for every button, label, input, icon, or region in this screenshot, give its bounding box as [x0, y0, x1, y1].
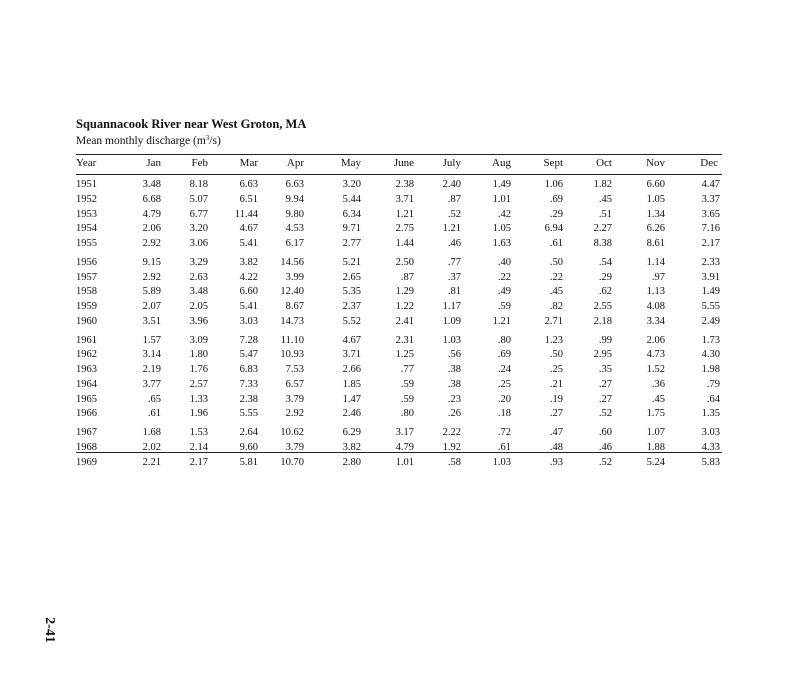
cell-dec: 7.16 — [701, 223, 720, 235]
column-header-feb: Feb — [191, 157, 208, 169]
cell-oct: .62 — [598, 286, 612, 298]
table-row — [0, 257, 800, 272]
cell-jan: 2.19 — [142, 364, 161, 375]
cell-dec: 4.33 — [701, 441, 720, 453]
cell-jan: 3.14 — [142, 349, 161, 361]
cell-feb: 1.80 — [189, 349, 208, 361]
cell-may: 1.85 — [342, 378, 361, 390]
cell-apr: 14.56 — [280, 256, 304, 268]
column-header-mar: Mar — [239, 157, 258, 169]
table-row — [0, 379, 800, 394]
cell-nov: 2.06 — [646, 334, 665, 346]
cell-july: 1.09 — [442, 315, 461, 327]
table-row — [0, 408, 800, 423]
cell-mar: 5.47 — [239, 349, 258, 361]
cell-aug: .59 — [497, 301, 511, 312]
cell-oct: 2.95 — [593, 349, 612, 361]
cell-apr: 7.53 — [285, 364, 304, 375]
cell-feb: 3.48 — [189, 286, 208, 298]
table-row — [0, 301, 800, 316]
cell-year: 1969 — [76, 456, 97, 468]
cell-apr: 12.40 — [280, 286, 304, 298]
cell-july: 1.92 — [442, 441, 461, 453]
table-row — [0, 394, 800, 409]
cell-mar: 4.67 — [239, 223, 258, 235]
table-row — [0, 427, 800, 442]
cell-july: 2.22 — [442, 427, 461, 438]
cell-june: 2.50 — [395, 256, 414, 268]
cell-apr: 11.10 — [280, 334, 304, 346]
cell-apr: 2.92 — [285, 408, 304, 420]
cell-may: 2.80 — [342, 456, 361, 468]
cell-july: 1.03 — [442, 334, 461, 346]
cell-dec: 1.35 — [701, 408, 720, 420]
cell-apr: 3.79 — [285, 441, 304, 453]
cell-mar: 2.38 — [239, 393, 258, 405]
cell-aug: .49 — [497, 286, 511, 298]
cell-june: .59 — [400, 393, 414, 405]
cell-year: 1951 — [76, 179, 97, 190]
cell-july: .38 — [447, 378, 461, 390]
cell-dec: 1.49 — [701, 286, 720, 298]
cell-oct: .52 — [598, 456, 612, 468]
cell-aug: .22 — [497, 271, 511, 283]
cell-sept: .25 — [549, 364, 563, 375]
table-row — [0, 364, 800, 379]
cell-may: 4.67 — [342, 334, 361, 346]
cell-feb: 8.18 — [189, 179, 208, 190]
cell-july: .81 — [447, 286, 461, 298]
cell-oct: .29 — [598, 271, 612, 283]
cell-may: 6.29 — [342, 427, 361, 438]
cell-aug: .24 — [497, 364, 511, 375]
cell-year: 1954 — [76, 223, 97, 235]
cell-may: 9.71 — [342, 223, 361, 235]
cell-mar: 6.60 — [239, 286, 258, 298]
cell-nov: .36 — [651, 378, 665, 390]
cell-nov: 1.05 — [646, 193, 665, 205]
cell-may: 2.66 — [342, 364, 361, 375]
cell-mar: 3.82 — [239, 256, 258, 268]
cell-year: 1956 — [76, 256, 97, 268]
cell-june: .87 — [400, 271, 414, 283]
cell-dec: 2.33 — [701, 256, 720, 268]
cell-feb: 5.07 — [189, 193, 208, 205]
cell-july: .56 — [447, 349, 461, 361]
cell-july: 2.40 — [442, 179, 461, 190]
cell-nov: 3.34 — [646, 315, 665, 327]
cell-oct: 1.82 — [593, 179, 612, 190]
cell-may: 2.46 — [342, 408, 361, 420]
cell-dec: 3.37 — [701, 193, 720, 205]
cell-may: 5.21 — [342, 256, 361, 268]
cell-mar: 5.41 — [239, 301, 258, 312]
cell-apr: 3.99 — [285, 271, 304, 283]
cell-sept: 1.23 — [544, 334, 563, 346]
cell-may: 2.37 — [342, 301, 361, 312]
cell-may: 3.20 — [342, 179, 361, 190]
cell-feb: 1.96 — [189, 408, 208, 420]
cell-jan: 3.77 — [142, 378, 161, 390]
cell-year: 1964 — [76, 378, 97, 390]
cell-feb: 1.76 — [189, 364, 208, 375]
cell-mar: 9.60 — [239, 441, 258, 453]
cell-oct: .27 — [598, 393, 612, 405]
cell-nov: 1.75 — [646, 408, 665, 420]
cell-nov: .45 — [651, 393, 665, 405]
cell-sept: .22 — [549, 271, 563, 283]
cell-mar: 2.64 — [239, 427, 258, 438]
cell-nov: 1.52 — [646, 364, 665, 375]
cell-june: 2.75 — [395, 223, 414, 235]
cell-nov: 1.14 — [646, 256, 665, 268]
column-header-aug: Aug — [492, 157, 511, 169]
cell-mar: 7.28 — [239, 334, 258, 346]
cell-dec: 2.49 — [701, 315, 720, 327]
cell-june: 1.01 — [395, 456, 414, 468]
cell-nov: 8.61 — [646, 238, 665, 249]
cell-aug: .18 — [497, 408, 511, 420]
cell-year: 1966 — [76, 408, 97, 420]
cell-june: 2.41 — [395, 315, 414, 327]
cell-year: 1962 — [76, 349, 97, 361]
cell-mar: 5.55 — [239, 408, 258, 420]
cell-july: .77 — [447, 256, 461, 268]
cell-aug: 1.63 — [492, 238, 511, 249]
table-subtitle — [76, 135, 221, 147]
cell-june: .80 — [400, 408, 414, 420]
cell-oct: .35 — [598, 364, 612, 375]
cell-apr: 10.62 — [280, 427, 304, 438]
table-row — [0, 442, 800, 457]
cell-mar: 6.63 — [239, 179, 258, 190]
cell-mar: 3.03 — [239, 315, 258, 327]
cell-jan: 2.06 — [142, 223, 161, 235]
cell-apr: 4.53 — [285, 223, 304, 235]
cell-nov: .97 — [651, 271, 665, 283]
cell-jan: .65 — [147, 393, 161, 405]
cell-sept: 2.71 — [544, 315, 563, 327]
cell-feb: 2.05 — [189, 301, 208, 312]
cell-year: 1955 — [76, 238, 97, 249]
cell-year: 1968 — [76, 441, 97, 453]
cell-mar: 7.33 — [239, 378, 258, 390]
cell-aug: .72 — [497, 427, 511, 438]
cell-sept: .50 — [549, 349, 563, 361]
cell-apr: 6.63 — [285, 179, 304, 190]
cell-feb: 1.33 — [189, 393, 208, 405]
cell-july: 1.17 — [442, 301, 461, 312]
cell-sept: .21 — [549, 378, 563, 390]
cell-jan: 2.02 — [142, 441, 161, 453]
cell-nov: 4.73 — [646, 349, 665, 361]
column-header-year: Year — [76, 157, 97, 169]
table-row — [0, 179, 800, 194]
table-body — [0, 179, 800, 471]
cell-jan: 2.21 — [142, 456, 161, 468]
column-header-oct: Oct — [596, 157, 612, 169]
table-row — [0, 272, 800, 287]
cell-dec: 3.65 — [701, 208, 720, 220]
cell-apr: 8.67 — [285, 301, 304, 312]
cell-apr: 10.93 — [280, 349, 304, 361]
table-row — [0, 238, 800, 253]
column-header-dec: Dec — [700, 157, 718, 169]
cell-oct: .54 — [598, 256, 612, 268]
cell-june: 1.29 — [395, 286, 414, 298]
cell-nov: 1.13 — [646, 286, 665, 298]
cell-june: 1.25 — [395, 349, 414, 361]
cell-july: .46 — [447, 238, 461, 249]
cell-mar: 6.51 — [239, 193, 258, 205]
cell-dec: .79 — [706, 378, 720, 390]
cell-year: 1957 — [76, 271, 97, 283]
table-row — [0, 457, 800, 472]
cell-aug: .61 — [497, 441, 511, 453]
cell-year: 1965 — [76, 393, 97, 405]
cell-july: .37 — [447, 271, 461, 283]
cell-feb: 6.77 — [189, 208, 208, 220]
cell-jan: 2.07 — [142, 301, 161, 312]
cell-feb: 3.09 — [189, 334, 208, 346]
cell-dec: 4.30 — [701, 349, 720, 361]
cell-feb: 2.14 — [189, 441, 208, 453]
cell-sept: .61 — [549, 238, 563, 249]
cell-feb: 2.57 — [189, 378, 208, 390]
cell-nov: 1.88 — [646, 441, 665, 453]
table-row — [0, 194, 800, 209]
cell-year: 1960 — [76, 315, 97, 327]
cell-dec: 5.55 — [701, 301, 720, 312]
cell-may: 3.71 — [342, 349, 361, 361]
cell-sept: .19 — [549, 393, 563, 405]
cell-aug: 1.21 — [492, 315, 511, 327]
cell-may: 5.44 — [342, 193, 361, 205]
cell-june: 2.38 — [395, 179, 414, 190]
cell-dec: 4.47 — [701, 179, 720, 190]
table-row — [0, 349, 800, 364]
cell-dec: 5.83 — [701, 456, 720, 468]
cell-oct: .45 — [598, 193, 612, 205]
column-header-nov: Nov — [646, 157, 665, 169]
cell-july: .58 — [447, 456, 461, 468]
column-header-apr: Apr — [286, 157, 304, 169]
cell-feb: 2.63 — [189, 271, 208, 283]
cell-aug: .40 — [497, 256, 511, 268]
cell-apr: 6.57 — [285, 378, 304, 390]
cell-oct: 8.38 — [593, 238, 612, 249]
cell-jan: 3.48 — [142, 179, 161, 190]
cell-june: 3.17 — [395, 427, 414, 438]
cell-sept: .93 — [549, 456, 563, 468]
cell-aug: .80 — [497, 334, 511, 346]
column-header-june: June — [393, 157, 414, 169]
cell-jan: 9.15 — [142, 256, 161, 268]
cell-july: .87 — [447, 193, 461, 205]
cell-sept: 6.94 — [544, 223, 563, 235]
table-row — [0, 335, 800, 350]
cell-aug: .69 — [497, 349, 511, 361]
cell-sept: .27 — [549, 408, 563, 420]
cell-sept: .82 — [549, 301, 563, 312]
column-header-july: July — [442, 157, 461, 169]
cell-jan: 1.68 — [142, 427, 161, 438]
cell-nov: 4.08 — [646, 301, 665, 312]
cell-june: 4.79 — [395, 441, 414, 453]
cell-jan: 4.79 — [142, 208, 161, 220]
cell-oct: .99 — [598, 334, 612, 346]
cell-oct: .60 — [598, 427, 612, 438]
cell-july: 1.21 — [442, 223, 461, 235]
table-row — [0, 209, 800, 224]
cell-dec: 1.98 — [701, 364, 720, 375]
cell-nov: 5.24 — [646, 456, 665, 468]
cell-june: 3.71 — [395, 193, 414, 205]
cell-june: 2.31 — [395, 334, 414, 346]
cell-july: .52 — [447, 208, 461, 220]
cell-aug: .25 — [497, 378, 511, 390]
cell-sept: .29 — [549, 208, 563, 220]
cell-feb: 3.06 — [189, 238, 208, 249]
cell-aug: 1.05 — [492, 223, 511, 235]
cell-mar: 6.83 — [239, 364, 258, 375]
cell-sept: .48 — [549, 441, 563, 453]
cell-jan: 2.92 — [142, 271, 161, 283]
cell-mar: 11.44 — [234, 208, 258, 220]
cell-sept: .69 — [549, 193, 563, 205]
cell-may: 5.35 — [342, 286, 361, 298]
cell-aug: 1.01 — [492, 193, 511, 205]
cell-june: .77 — [400, 364, 414, 375]
cell-sept: .47 — [549, 427, 563, 438]
table-header-rule — [76, 174, 722, 175]
cell-year: 1967 — [76, 427, 97, 438]
cell-apr: 3.79 — [285, 393, 304, 405]
cell-oct: 2.27 — [593, 223, 612, 235]
cell-sept: .45 — [549, 286, 563, 298]
cell-dec: 3.03 — [701, 427, 720, 438]
cell-jan: 5.89 — [142, 286, 161, 298]
cell-apr: 10.70 — [280, 456, 304, 468]
cell-feb: 2.17 — [189, 456, 208, 468]
table-title: Squannacook River near West Groton, MA — [76, 117, 307, 131]
cell-june: 1.21 — [395, 208, 414, 220]
cell-feb: 3.20 — [189, 223, 208, 235]
cell-year: 1961 — [76, 334, 97, 346]
subtitle-unit: /s) — [209, 135, 221, 147]
cell-year: 1959 — [76, 301, 97, 312]
cell-jan: 6.68 — [142, 193, 161, 205]
column-header-sept: Sept — [543, 157, 563, 169]
cell-june: 1.44 — [395, 238, 414, 249]
cell-mar: 5.81 — [239, 456, 258, 468]
subtitle-superscript: 3 — [205, 134, 210, 142]
cell-july: .38 — [447, 364, 461, 375]
subtitle-text: Mean monthly discharge (m — [76, 135, 206, 147]
cell-sept: 1.06 — [544, 179, 563, 190]
cell-apr: 6.17 — [285, 238, 304, 249]
cell-apr: 14.73 — [280, 315, 304, 327]
cell-aug: 1.03 — [492, 456, 511, 468]
cell-dec: 2.17 — [701, 238, 720, 249]
cell-aug: 1.49 — [492, 179, 511, 190]
cell-may: 3.82 — [342, 441, 361, 453]
cell-may: 2.65 — [342, 271, 361, 283]
cell-sept: .50 — [549, 256, 563, 268]
cell-year: 1952 — [76, 193, 97, 205]
cell-oct: .46 — [598, 441, 612, 453]
cell-feb: 1.53 — [189, 427, 208, 438]
cell-year: 1958 — [76, 286, 97, 298]
cell-oct: .27 — [598, 378, 612, 390]
cell-dec: .64 — [706, 393, 720, 405]
cell-may: 2.77 — [342, 238, 361, 249]
page-number: 2-41 — [41, 617, 57, 643]
table-row — [0, 223, 800, 238]
cell-june: 1.22 — [395, 301, 414, 312]
cell-june: .59 — [400, 378, 414, 390]
cell-nov: 6.60 — [646, 179, 665, 190]
cell-july: .23 — [447, 393, 461, 405]
cell-year: 1963 — [76, 364, 97, 375]
cell-aug: .42 — [497, 208, 511, 220]
cell-jan: 2.92 — [142, 238, 161, 249]
column-header-may: May — [340, 157, 361, 169]
cell-nov: 1.07 — [646, 427, 665, 438]
cell-aug: .20 — [497, 393, 511, 405]
cell-jan: .61 — [147, 408, 161, 420]
cell-oct: 2.18 — [593, 315, 612, 327]
cell-oct: .51 — [598, 208, 612, 220]
cell-oct: 2.55 — [593, 301, 612, 312]
table-top-rule — [76, 154, 722, 155]
cell-year: 1953 — [76, 208, 97, 220]
cell-may: 6.34 — [342, 208, 361, 220]
cell-mar: 4.22 — [239, 271, 258, 283]
cell-july: .26 — [447, 408, 461, 420]
cell-apr: 9.94 — [285, 193, 304, 205]
cell-feb: 3.96 — [189, 315, 208, 327]
cell-dec: 1.73 — [701, 334, 720, 346]
cell-may: 1.47 — [342, 393, 361, 405]
cell-jan: 1.57 — [142, 334, 161, 346]
cell-dec: 3.91 — [701, 271, 720, 283]
cell-feb: 3.29 — [189, 256, 208, 268]
table-row — [0, 286, 800, 301]
cell-nov: 6.26 — [646, 223, 665, 235]
cell-jan: 3.51 — [142, 315, 161, 327]
column-header-jan: Jan — [146, 157, 161, 169]
table-row — [0, 316, 800, 331]
cell-apr: 9.80 — [285, 208, 304, 220]
cell-nov: 1.34 — [646, 208, 665, 220]
cell-oct: .52 — [598, 408, 612, 420]
cell-may: 5.52 — [342, 315, 361, 327]
cell-mar: 5.41 — [239, 238, 258, 249]
